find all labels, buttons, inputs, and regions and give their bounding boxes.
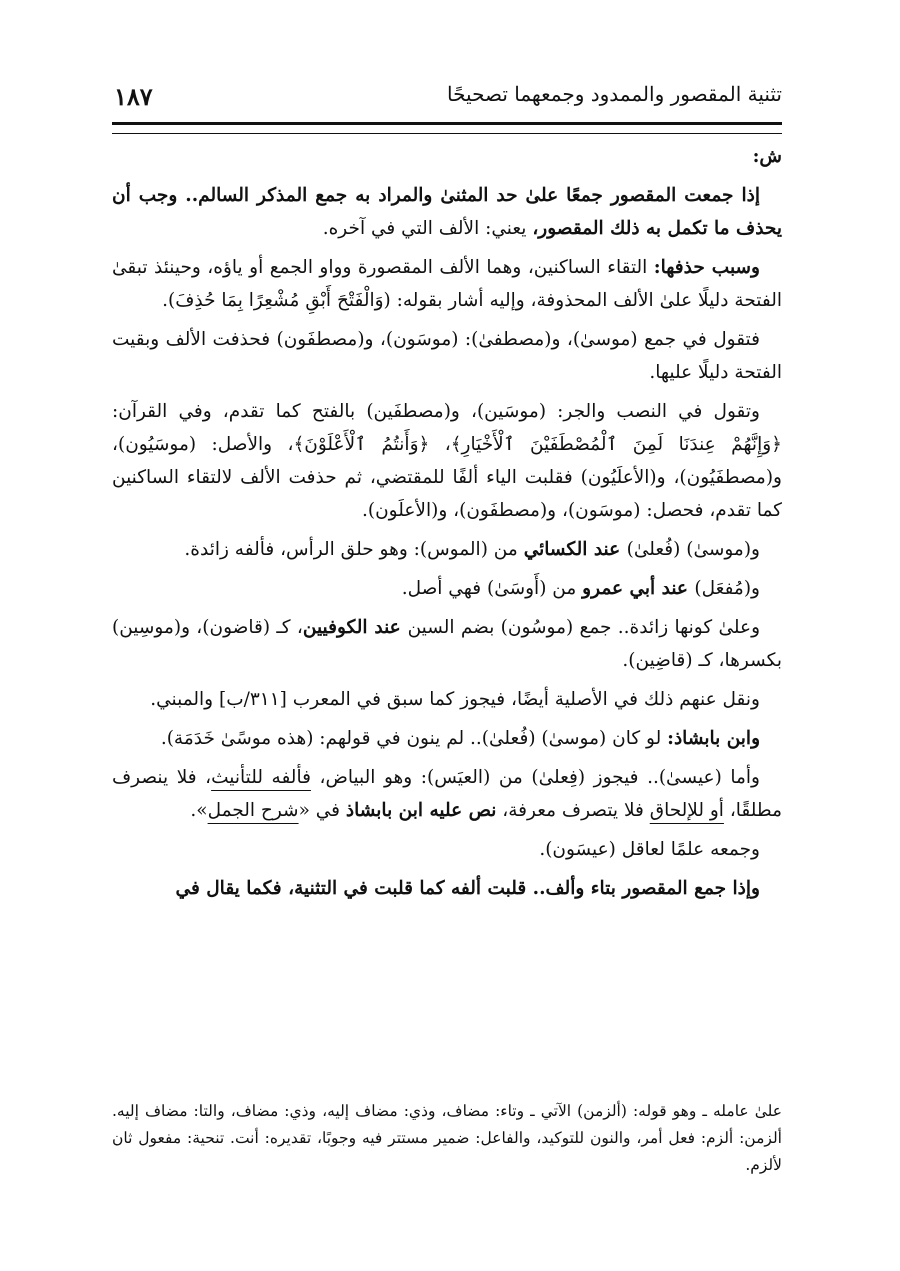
text: لو كان (موسىٰ) (فُعلىٰ).. لم ينون في قولهم: (هذه موسًىٰ خَدَمَة). (160, 728, 668, 749)
paragraph (112, 179, 782, 245)
book-title: شرح الجمل (207, 800, 299, 821)
main-text (112, 140, 782, 911)
paragraph: وإذا جمع المقصور بتاء وألف.. قلبت ألفه كما قلبت في التثنية، فكما يقال في (175, 878, 760, 899)
page-number: ١٨٧ (114, 82, 153, 111)
paragraph: وتقول في النصب والجر: (موسَين)، و(مصطفَين) بالفتح كما تقدم، وفي القرآن: ﴿وَإِنَّهُمْ عِندَنَا لَمِنَ ٱلْمُصْطَفَيْنَ ٱلْأَخْيَارِ﴾، ﴿وَأَنتُمُ ٱلْأَعْلَوْنَ﴾، والأصل: (موسَيُون)، و(مصطفَيُون)، و(الأعلَيُون) فقلبت الياء ألفًا للمقتضي، ثم حذفت الألف لالتقاء الساكنين كما تقدم، فحصل: (موسَون)، و(مصطفَون)، و(الأعلَون). (112, 401, 782, 521)
running-header (112, 82, 782, 122)
bold-text: عند أبي عمرو (582, 578, 695, 599)
paragraph: فتقول في جمع (موسىٰ)، و(مصطفىٰ): (موسَون)، و(مصطفَون) فحذفت الألف وبقيت الفتحة دليلًا عليها. (112, 329, 782, 383)
text: ». (190, 800, 208, 821)
paragraph (112, 572, 782, 605)
text: [٣١١/ب] والمبني. (150, 689, 293, 710)
text: في « (298, 800, 346, 821)
underlined-text: أو للإلحاق (649, 800, 724, 821)
paragraph (112, 533, 782, 566)
text: وأما (عيسىٰ).. فيجوز (فِعلىٰ) من (العيَس): وهو البياض، (310, 767, 760, 788)
bold-text: عند الكوفيين (302, 617, 408, 638)
paragraph (112, 251, 782, 317)
footnote: علىٰ عامله ـ وهو قوله: (ألزمن) الآتي ـ وتاء: مضاف، وذي: مضاف إليه، وذي: مضاف، والتا: مضاف إليه. ألزمن: ألزم: فعل أمر، والنون للتوكيد، والفاعل: ضمير مستتر فيه وجوبًا، تقديره: أنت. تنحية: مفعول ثان لألزم. (112, 1102, 782, 1174)
text: ونقل عنهم ذلك في الأصلية أيضًا، فيجوز كما سبق في المعرب (292, 689, 760, 710)
underlined-text: فألفه للتأنيث (211, 767, 311, 788)
text: ، كـ (قاضون)، و(موسِين) بكسرها، كـ (قاضِين). (112, 617, 782, 671)
header-rule (112, 122, 782, 134)
text: من (الموس): وهو حلق الرأس، فألفه زائدة. (184, 539, 524, 560)
text: يعني: الألف التي في آخره. (322, 218, 533, 239)
paragraph: وجمعه علمًا لعاقل (عيسَون). (539, 839, 760, 860)
commentary-marker: ش: (752, 146, 782, 167)
paragraph (112, 611, 782, 677)
paragraph (112, 722, 782, 755)
bold-text: وابن بابشاذ: (667, 728, 760, 749)
text: و(موسىٰ) (فُعلىٰ) (626, 539, 760, 560)
text: ، فلا ينصرف مطلقًا، (112, 767, 782, 821)
paragraph (112, 683, 782, 716)
paragraph (112, 761, 782, 827)
text: التقاء الساكنين، وهما الألف المقصورة وواو الجمع أو ياؤه، وحينئذ تبقىٰ الفتحة دليلًا علىٰ الألف المحذوفة، وإليه أشار بقوله: (وَالْفَتْحَ أَبْقِ مُشْعِرًا بِمَا حُذِفَ). (112, 257, 782, 311)
text: و(مُفعَل) (694, 578, 760, 599)
bold-text: إذا جمعت المقصور جمعًا علىٰ حد المثنىٰ والمراد به جمع المذكر السالم.. وجب أن يحذف ما تكمل به ذلك المقصور، (112, 185, 782, 239)
bold-text: عند الكسائي (523, 539, 627, 560)
text: من (أَوسَىٰ) فهي أصل. (401, 578, 583, 599)
bold-text: وسبب حذفها: (653, 257, 760, 278)
header-title: تثنية المقصور والممدود وجمعهما تصحيحًا (447, 82, 782, 106)
text: وعلىٰ كونها زائدة.. جمع (موسُون) بضم السين (407, 617, 760, 638)
bold-text: نص عليه ابن بابشاذ (345, 800, 497, 821)
text: فلا يتصرف معرفة، (496, 800, 650, 821)
